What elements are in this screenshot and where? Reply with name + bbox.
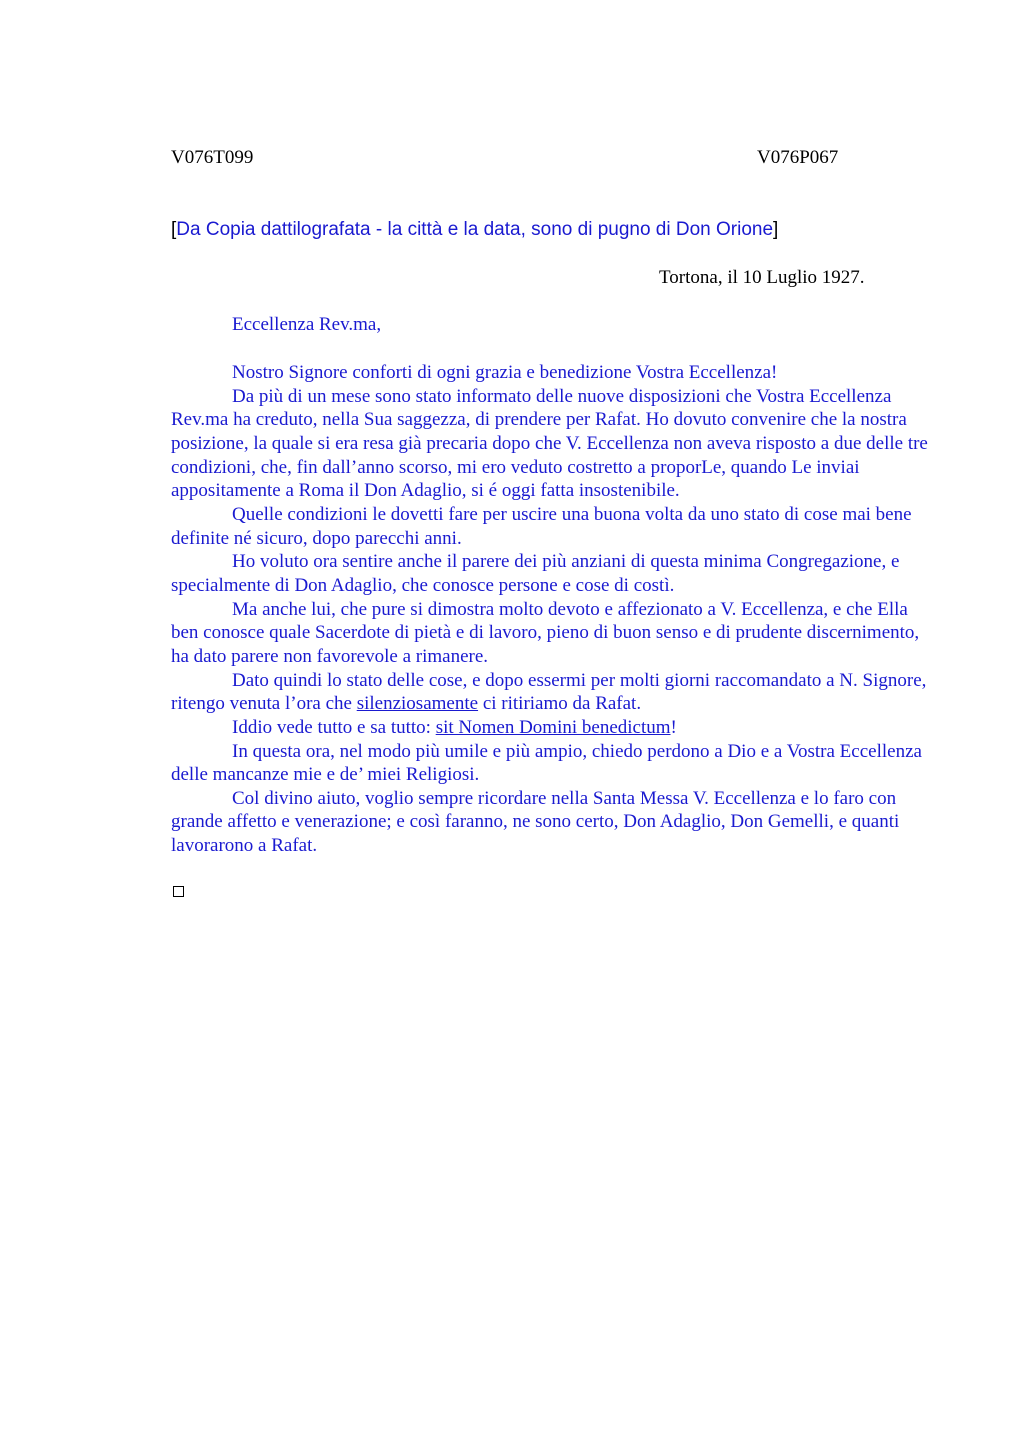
paragraph-9: Col divino aiuto, voglio sempre ricordare nella Santa Messa V. Eccellenza e lo faro con grande affetto e venerazione; e così faranno, ne sono certo, Don Adaglio, Don Gemelli, e quanti lavorarono a Rafat. bbox=[171, 787, 900, 857]
paragraph-2: Da più di un mese sono stato informato delle nuove disposizioni che Vostra Eccellenza Rev.ma ha creduto, nella Sua saggezza, di prendere per Rafat. Ho dovuto convenire che la nostra posizione, la quale si era resa già precaria dopo che V. Eccellenza non aveva risposto a due delle tre condizioni, che, fin dall’anno scorso, mi ero veduto costretto a proporLe, quando Le inviai appositamente a Roma il Don Adaglio, si é oggi fatta insostenibile. bbox=[171, 385, 928, 502]
paragraph-6 bbox=[171, 669, 931, 716]
paragraph-4: Ho voluto ora sentire anche il parere dei più anziani di questa minima Congregazione, e specialmente di Don Adaglio, che conosce persone e cose di costì. bbox=[171, 551, 900, 596]
paragraph-3: Quelle condizioni le dovetti fare per uscire una buona volta da uno stato di cose mai bene definite né sicuro, dopo parecchi anni. bbox=[171, 503, 912, 549]
document-code-left: V076T099 bbox=[171, 147, 254, 168]
place-and-date: Tortona, il 10 Luglio 1927. bbox=[659, 267, 865, 288]
underlined-word-silenziosamente: silenziosamente bbox=[356, 693, 479, 715]
salutation: Eccellenza Rev.ma, bbox=[232, 314, 382, 335]
paragraph-7-before: Iddio vede tutto e sa tutto: bbox=[232, 716, 436, 738]
paragraph-1: Nostro Signore conforti di ogni grazia e benedizione Vostra Eccellenza! bbox=[232, 362, 778, 383]
empty-square-icon bbox=[173, 886, 184, 897]
source-note-text: Da Copia dattilografata - la città e la data, sono di pugno di Don Orione bbox=[176, 219, 774, 240]
paragraph-6-before: Dato quindi lo stato delle cose, e dopo essermi per molti giorni raccomandato a N. Signore, ritengo venuta l’ora che bbox=[171, 669, 927, 715]
source-note-close-bracket: ] bbox=[773, 219, 779, 240]
paragraph-7-after: ! bbox=[670, 716, 677, 738]
paragraph-5: Ma anche lui, che pure si dimostra molto devoto e affezionato a V. Eccellenza, e che Ella ben conosce quale Sacerdote di pietà e di lavoro, pieno di buon senso e di prudente discernimento, ha dato parere non favorevole a rimanere. bbox=[171, 598, 920, 667]
document-code-right: V076P067 bbox=[757, 147, 839, 168]
paragraph-8: In questa ora, nel modo più umile e più ampio, chiedo perdono a Dio e a Vostra Eccellenza delle mancanze mie e de’ miei Religiosi. bbox=[171, 740, 922, 786]
paragraph-6-after: ci ritiriamo da Rafat. bbox=[478, 693, 642, 715]
source-note bbox=[171, 217, 778, 243]
source-note-open-bracket: [ bbox=[171, 219, 177, 240]
underlined-latin-phrase: sit Nomen Domini benedictum bbox=[435, 716, 671, 738]
letter-body bbox=[171, 361, 931, 858]
paragraph-7 bbox=[171, 716, 931, 740]
